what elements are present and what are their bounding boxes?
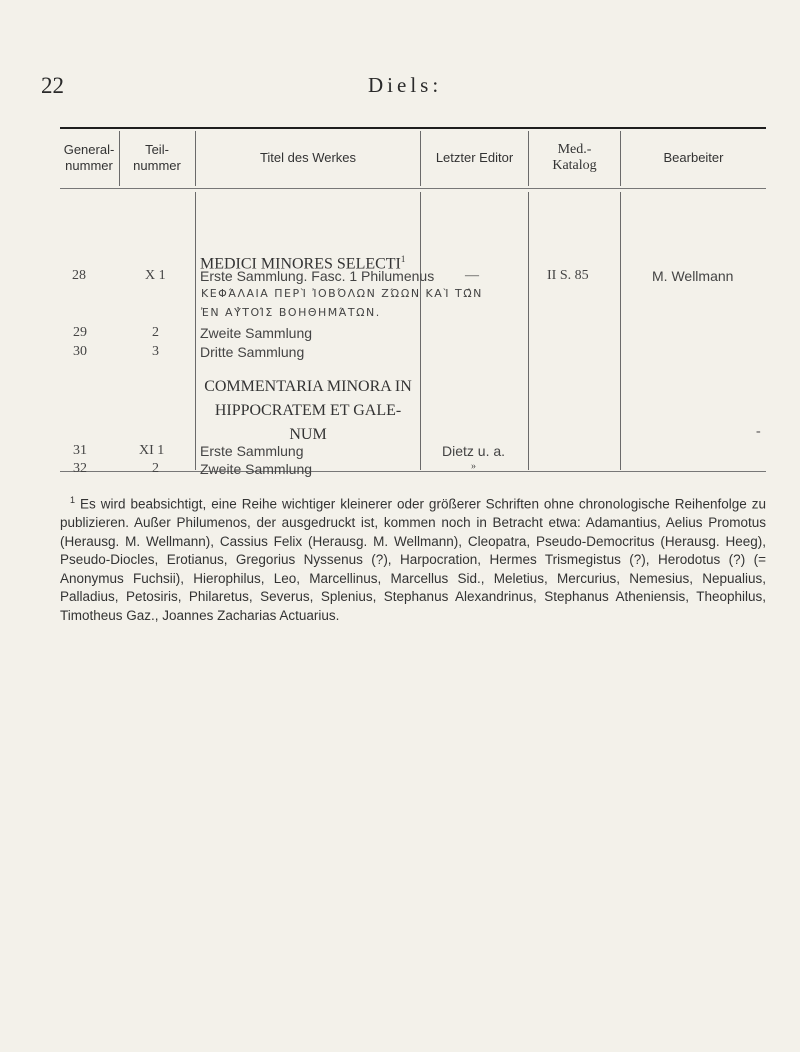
footnote-mark: 1	[70, 495, 76, 505]
col-header-editor: Letzter Editor	[435, 150, 514, 165]
col-header-katalog: Med.- Katalog	[552, 142, 597, 173]
row-title: Zweite Sammlung	[200, 461, 313, 477]
row-gen-number: 30	[73, 344, 87, 359]
footnote-text: $^1$ Es wird beabsichtigt, eine Reihe wichtiger kleinerer oder größerer Schriften ohne chronologische Reihenfolge zu publizieren. Außer Philumenos, der ausgedruckt ist, kommen noch in Betracht etwa: Adamantius, Aelius Promotus (Herausg. M. Wellmann), Cassius Felix (Herausg. M. Wellmann), Cleopatra, Pseudo-Democritus (Herausg. Heeg), Pseudo-Diocles, Erotianus, Gregorius Nyssenus (?), Harpocration, Hermes Trismegistus (?), Herodotus (?) (= Anonymus Fuchsii), Hierophilus, Leo, Marcellinus, Marcellus Sid., Meletius, Mercurius, Nemesius, Nepualius, Palladius, Petosiris, Philaretus, Severus, Splenius, Stephanus Alexandrinus, Stephanus Atheniensis, Theophilus, Timotheus Gaz., Joannes Zacharias Actuarius.	[60, 495, 766, 623]
row-editor: »	[471, 461, 476, 472]
row-editor: Dietz u. a.	[442, 443, 506, 459]
row-teil-number: XI 1	[139, 443, 165, 458]
footnote-ref: 1	[400, 254, 406, 264]
greek-title-line: ἘΝ ΑΥ̓ΤΟΙ̂Σ ΒΟΗΘΗΜΆΤΩΝ.	[201, 306, 381, 319]
row-teil-number: 3	[152, 344, 159, 359]
section-heading-medici: MEDICI MINORES SELECTI$^1$	[200, 254, 406, 273]
row-title: Dritte Sammlung	[200, 344, 305, 360]
row-gen-number: 29	[73, 325, 87, 340]
section-heading-commentaria: COMMENTARIA MINORA IN HIPPOCRATEM ET GALE- NUM	[204, 378, 412, 443]
column-divider	[528, 192, 529, 470]
row-catalog: II S. 85	[547, 268, 589, 283]
row-teil-number: 2	[152, 325, 159, 340]
running-head: Diels:	[368, 73, 443, 97]
row-teil-number: 2	[152, 461, 159, 476]
row-gen-number: 32	[73, 461, 87, 476]
table-bottom-rule	[60, 471, 766, 472]
col-header-titel: Titel des Werkes	[259, 150, 357, 165]
row-title: Erste Sammlung	[200, 443, 304, 459]
table-top-rule	[60, 127, 766, 129]
footnote	[60, 491, 766, 625]
col-header-bearbeiter: Bearbeiter	[663, 150, 724, 165]
page-number: 22	[41, 73, 64, 98]
processor-dash: -	[756, 424, 761, 439]
column-divider	[195, 192, 196, 470]
column-divider	[420, 192, 421, 470]
row-teil-number: X 1	[145, 268, 166, 283]
row-processor: M. Wellmann	[652, 268, 734, 284]
greek-title-line: ΚΕΦΆΛΑΙΑ ΠΕΡῚ ἸΟΒΌΛΩΝ ΖΏΩΝ ΚΑῚ ΤΩ̂Ν	[201, 287, 483, 300]
col-header-teil-nummer: Teil- nummer	[133, 142, 181, 173]
row-title: Erste Sammlung. Fasc. 1 Philumenus	[200, 268, 435, 284]
row-title: Zweite Sammlung	[200, 325, 313, 341]
col-header-general-nummer: General- nummer	[63, 142, 115, 173]
table-header-rule	[60, 188, 766, 189]
row-gen-number: 31	[73, 443, 87, 458]
row-editor: —	[465, 268, 479, 283]
column-divider	[620, 192, 621, 470]
row-gen-number: 28	[72, 268, 86, 283]
